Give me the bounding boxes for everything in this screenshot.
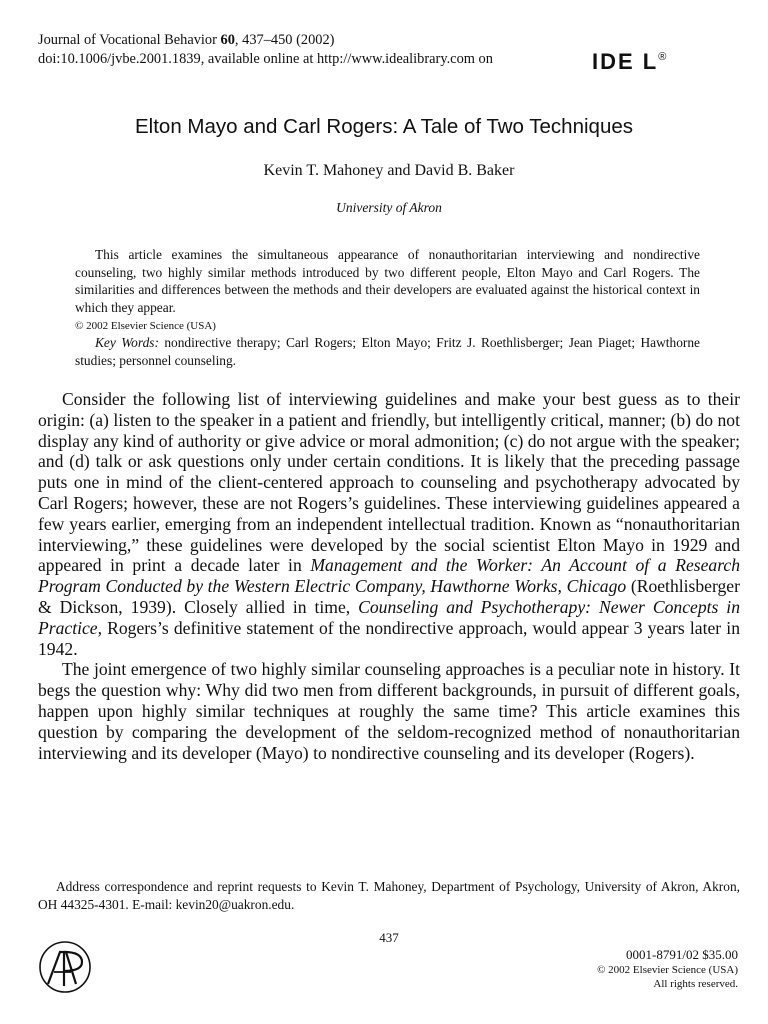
p1-book-title-1: Management and the Worker: An Account of a Research Program Conducted by the Western Electric Company, Hawthorne Works, Chicago bbox=[38, 555, 741, 597]
journal-name: Journal of Vocational Behavior bbox=[38, 32, 217, 48]
registered-mark: ® bbox=[658, 51, 667, 63]
article-body bbox=[38, 389, 740, 763]
paragraph-1 bbox=[38, 389, 740, 659]
page-number: 437 bbox=[379, 930, 399, 945]
ideal-logo-text: IDE L bbox=[592, 49, 659, 74]
keywords-label: Key Words: bbox=[95, 335, 159, 350]
article-authors: Kevin T. Mahoney and David B. Baker bbox=[263, 162, 515, 179]
issn-price: 0001-8791/02 $35.00 bbox=[626, 947, 738, 962]
abstract-body: This article examines the simultaneous appearance of nonauthoritarian interviewing and nondirective counseling, two highly similar methods introduced by two different people, Elton Mayo and Carl Rogers. The similarities and differences between the methods and their developers are evaluated against the historical context in which they appear. bbox=[75, 247, 700, 315]
doi-line: doi:10.1006/jvbe.2001.1839, available online at http://www.idealibrary.com on bbox=[38, 50, 493, 67]
author-affiliation: University of Akron bbox=[336, 200, 442, 215]
footnote-text: Address correspondence and reprint requests to Kevin T. Mahoney, Department of Psychology, University of Akron, Akron, OH 44325-4301. E-mail: kevin20@uakron.edu. bbox=[38, 879, 740, 912]
p1-text-a: Consider the following list of interviewing guidelines and make your best guess as to their origin: (a) listen to the speaker in a patient and friendly, but intelligently critical, manner; (b) do not display any kind of authority or give advice or moral admonition; (c) do not argue with the speaker; and (d) talk or ask questions only under certain conditions. It is likely that the preceding passage puts one in mind of the client-centered approach to counseling and psychotherapy advocated by Carl Rogers; however, these are not Rogers’s guidelines. These interviewing guidelines appeared a few years earlier, emerging from an independent intellectual tradition. Known as “nonauthoritarian interviewing,” these guidelines were developed by the social scientist Elton Mayo in 1929 and appeared in print a decade later in bbox=[38, 389, 740, 576]
p1-text-c: Rogers’s definitive statement of the nondirective approach, would appear 3 years later in 1942. bbox=[38, 617, 740, 659]
journal-volume: 60 bbox=[220, 32, 235, 48]
article-title: Elton Mayo and Carl Rogers: A Tale of Two Techniques bbox=[135, 115, 633, 138]
paragraph-2: The joint emergence of two highly similar counseling approaches is a peculiar note in history. It begs the question why: Why did two men from different backgrounds, in pursuit of different goals, happen upon highly similar techniques at roughly the same time? This article examines this question by comparing the development of the seldom-recognized method of nonauthoritarian interviewing and its developer (Mayo) to nondirective counseling and its developer (Rogers). bbox=[38, 659, 740, 763]
rights-reserved: All rights reserved. bbox=[653, 978, 738, 990]
journal-pages-year: , 437–450 (2002) bbox=[234, 32, 335, 48]
correspondence-footnote bbox=[38, 878, 740, 913]
p1-text-b: (Roethlisberger & Dickson, 1939). Closely allied in time, bbox=[38, 576, 740, 617]
abstract-text bbox=[75, 246, 700, 334]
keywords-list: nondirective therapy; Carl Rogers; Elton Mayo; Fritz J. Roethlisberger; Jean Piaget; Hawthorne studies; personnel counseling. bbox=[75, 335, 700, 368]
ideal-logo bbox=[592, 45, 666, 74]
abstract-copyright: © 2002 Elsevier Science (USA) bbox=[75, 320, 216, 332]
footer-copyright: © 2002 Elsevier Science (USA) bbox=[597, 964, 738, 976]
abstract bbox=[75, 246, 700, 369]
keywords bbox=[75, 334, 700, 369]
academic-press-logo-icon bbox=[38, 940, 92, 994]
p1-book-title-2: Counseling and Psychotherapy: Newer Concepts in Practice, bbox=[38, 596, 740, 638]
imprint bbox=[597, 947, 738, 991]
